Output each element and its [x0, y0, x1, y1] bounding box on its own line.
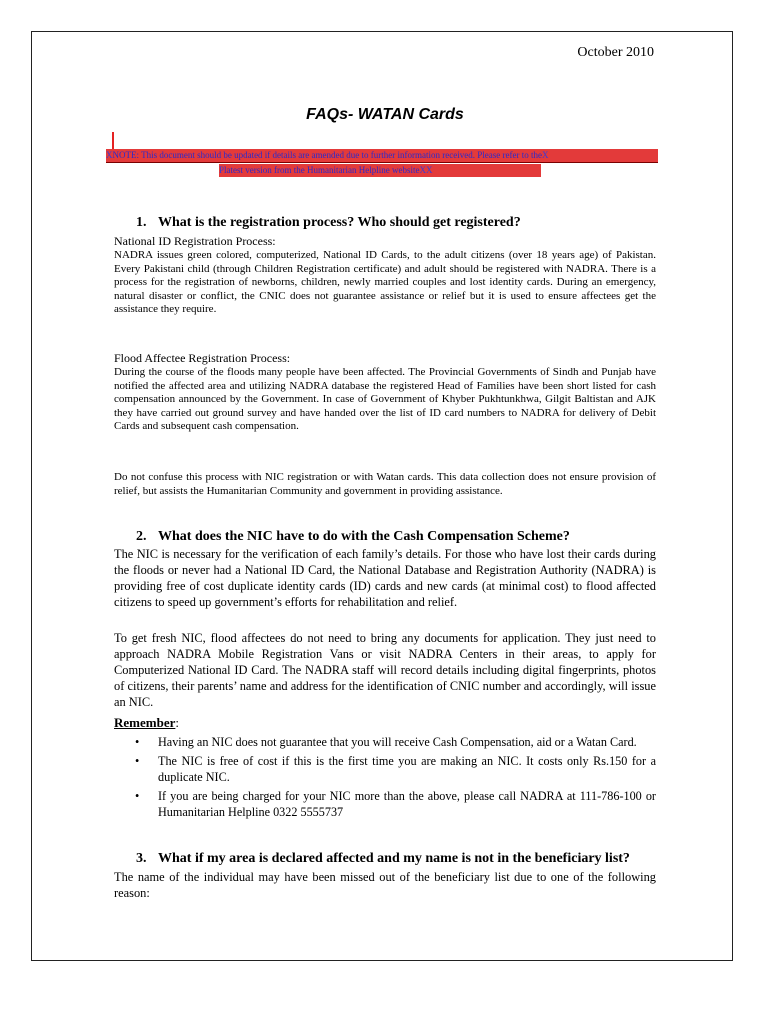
question-text: What is the registration process? Who should get registered?	[158, 215, 521, 230]
paragraph-fresh-nic: To get fresh NIC, flood affectees do not need to bring any documents for application. They just need to approach NADRA Mobile Registration Vans or visit NADRA Centers in their areas, to apply for Computerized National ID Card. The NADRA staff will record details including digital fingerprints, photos of citizens, their parents’ name and address for the identification of CNIC number and accordingly, will issue an NIC.	[114, 631, 656, 709]
paragraph-flood-affectee: During the course of the floods many people have been affected. The Provincial Governments of Sindh and Punjab have notified the affected area and utilizing NADRA database the registered Head of Families have been short listed for cash compensation announced by the Government. In case of Government of Khyber Pukhtunkhwa, Gilgit Baltistan and AJK they have carried out ground survey and have handed over the list of ID card numbers to NADRA for delivery of Debit Cards and subsequent cash compensation.	[114, 366, 656, 432]
question-text: What does the NIC have to do with the Cash Compensation Scheme?	[158, 529, 570, 544]
bullet-icon: •	[135, 735, 140, 749]
document-title: FAQs- WATAN Cards	[306, 106, 464, 123]
bullet-icon: •	[135, 789, 140, 803]
question-text: What if my area is declared affected and my name is not in the beneficiary list?	[158, 851, 630, 866]
remember-text: Remember	[114, 715, 176, 730]
tracked-note-line-1	[106, 149, 658, 163]
insertion-cursor	[112, 132, 114, 149]
tracked-note-text-1: NOTE: This document should be updated if details are amended due to further information received. Please refer to the	[112, 150, 542, 160]
subheading-flood-affectee: Flood Affectee Registration Process:	[114, 351, 291, 365]
question-number: 2.	[136, 529, 147, 544]
bullet-icon: •	[135, 754, 140, 768]
document-page	[31, 31, 733, 961]
list-item	[114, 734, 656, 750]
subheading-national-id: National ID Registration Process:	[114, 234, 276, 248]
question-number: 1.	[136, 215, 147, 230]
remember-bullet-list	[114, 734, 656, 823]
deletion-marker-icon: X	[106, 150, 113, 160]
question-3-heading	[136, 851, 630, 867]
list-item	[114, 788, 656, 820]
tracked-note-line-2	[219, 164, 541, 177]
paragraph-nic-verification: The NIC is necessary for the verification of each family’s details. For those who have lost their cards during the floods or never had a National ID Card, the National Database and Registration Authority (NADRA) is providing free of cost duplicate identity cards (ID) cards and new cards (at minimal cost) to flood affected citizens to speed up government’s efforts for rehabilitation and relief.	[114, 547, 656, 609]
bullet-text: Having an NIC does not guarantee that you will receive Cash Compensation, aid or a Watan Card.	[158, 735, 637, 749]
list-item	[114, 753, 656, 785]
paragraph-national-id: NADRA issues green colored, computerized, National ID Cards, to the adult citizens (over 18 years age) of Pakistan. Every Pakistani child (through Children Registration certificate) and adult should be registered with NADRA. There is a process for the registration of newborns, children, newly married couples and lost identity cards. During an emergency, natural disaster or conflict, the CNIC does not guarantee assistance or relief but it is used to ensure affectees get the assistance they require.	[114, 249, 656, 315]
question-1-heading	[136, 215, 521, 231]
question-number: 3.	[136, 851, 147, 866]
bullet-text: The NIC is free of cost if this is the first time you are making an NIC. It costs only Rs.150 for a duplicate NIC.	[158, 754, 656, 784]
paragraph-missed-beneficiary: The name of the individual may have been missed out of the beneficiary list due to one of the following reason:	[114, 870, 656, 900]
deletion-marker-icon: X	[541, 150, 549, 160]
remember-colon: :	[175, 715, 179, 730]
deletion-marker-icon: P	[219, 165, 225, 175]
remember-label	[114, 715, 179, 731]
tracked-note-text-2: latest version from the Humanitarian Helpline website	[224, 165, 420, 175]
tracked-change-note	[106, 132, 666, 182]
paragraph-do-not-confuse: Do not confuse this process with NIC registration or with Watan cards. This data collection does not ensure provision of relief, but assists the Humanitarian Community and government in providing assistance.	[114, 471, 656, 497]
deletion-marker-icon: XX	[419, 165, 433, 175]
question-2-heading	[136, 529, 570, 545]
header-date: October 2010	[577, 45, 654, 60]
bullet-text: If you are being charged for your NIC more than the above, please call NADRA at 111-786-100 or Humanitarian Helpline 0322 5555737	[158, 789, 656, 819]
